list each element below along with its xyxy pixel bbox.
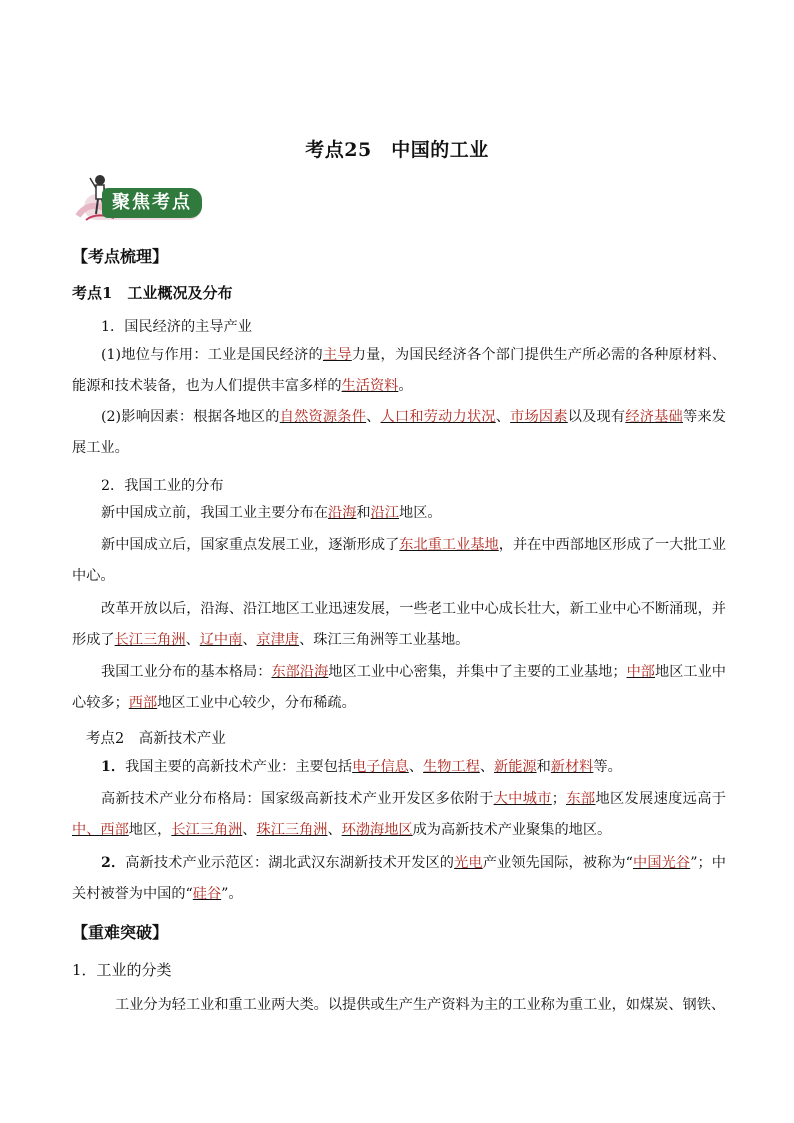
paragraph-9: 2．高新技术产业示范区：湖北武汉东湖新技术开发区的光电产业领先国际，被称为“中国光谷”；中关村被誉为中国的“硅谷”。 bbox=[72, 855, 726, 902]
item-heading-3: 1．工业的分类 bbox=[72, 961, 172, 979]
item-heading-1: 1．国民经济的主导产业 bbox=[101, 319, 252, 335]
paragraph-2: (2)影响因素：根据各地区的自然资源条件、人口和劳动力状况、市场因素以及现有经济基础等来发展工业。 bbox=[72, 409, 726, 456]
answer-blank: 辽中南 bbox=[199, 632, 243, 648]
answer-blank: 市场因素 bbox=[510, 409, 568, 425]
answer-blank: 东部沿海 bbox=[271, 664, 329, 680]
paragraph-10: 工业分为轻工业和重工业两大类。以提供或生产生产资料为主的工业称为重工业，如煤炭、钢铁、 bbox=[115, 997, 726, 1013]
answer-blank: 主导 bbox=[322, 347, 352, 363]
answer-blank: 经济基础 bbox=[625, 409, 683, 425]
focus-badge bbox=[72, 168, 206, 226]
answer-blank: 电子信息 bbox=[352, 759, 409, 775]
answer-blank: 大中城市 bbox=[493, 791, 552, 807]
answer-blank: 长江三角洲 bbox=[171, 822, 243, 838]
page-title: 考点25 中国的工业 bbox=[305, 139, 489, 161]
answer-blank: 环渤海地区 bbox=[341, 822, 413, 838]
answer-blank: 自然资源条件 bbox=[279, 409, 367, 425]
answer-blank: 中、西部 bbox=[72, 822, 129, 838]
answer-blank: 生物工程 bbox=[423, 759, 480, 775]
paragraph-4: 新中国成立后，国家重点发展工业，逐渐形成了东北重工业基地，并在中西部地区形成了一大批工业中心。 bbox=[72, 537, 726, 584]
answer-blank: 生活资料 bbox=[341, 378, 399, 394]
topic-heading-2: 考点2 高新技术产业 bbox=[86, 731, 226, 747]
badge-label: 聚焦考点 bbox=[102, 188, 202, 218]
answer-blank: 京津唐 bbox=[256, 632, 300, 648]
topic-heading-1: 考点1 工业概况及分布 bbox=[72, 284, 233, 302]
answer-blank: 新能源 bbox=[494, 759, 537, 775]
item-heading-2: 2．我国工业的分布 bbox=[101, 478, 224, 494]
answer-blank: 东部 bbox=[566, 791, 596, 807]
paragraph-3: 新中国成立前，我国工业主要分布在沿海和沿江地区。 bbox=[101, 505, 442, 521]
answer-blank: 东北重工业基地 bbox=[399, 537, 499, 553]
section-heading-difficulty: 【重难突破】 bbox=[72, 923, 169, 942]
paragraph-5: 改革开放以后，沿海、沿江地区工业迅速发展，一些老工业中心成长壮大，新工业中心不断涌现，并形成了长江三角洲、辽中南、京津唐、珠江三角洲等工业基地。 bbox=[72, 601, 726, 648]
answer-blank: 西部 bbox=[128, 695, 158, 711]
answer-blank: 沿海 bbox=[328, 505, 357, 521]
answer-blank: 新材料 bbox=[550, 759, 594, 775]
answer-blank: 硅谷 bbox=[192, 886, 222, 902]
answer-blank: 长江三角洲 bbox=[114, 632, 186, 648]
answer-blank: 中部 bbox=[626, 664, 655, 680]
answer-blank: 沿江 bbox=[370, 505, 399, 521]
paragraph-8: 高新技术产业分布格局：国家级高新技术产业开发区多依附于大中城市；东部地区发展速度远高于中、西部地区，长江三角洲、珠江三角洲、环渤海地区成为高新技术产业聚集的地区。 bbox=[72, 791, 726, 838]
paragraph-6: 我国工业分布的基本格局：东部沿海地区工业中心密集，并集中了主要的工业基地；中部地区工业中心较多；西部地区工业中心较少，分布稀疏。 bbox=[72, 664, 726, 711]
paragraph-1: (1)地位与作用：工业是国民经济的主导力量，为国民经济各个部门提供生产所必需的各种原材料、能源和技术装备，也为人们提供丰富多样的生活资料。 bbox=[72, 347, 726, 394]
answer-blank: 珠江三角洲 bbox=[256, 822, 328, 838]
section-heading-review: 【考点梳理】 bbox=[72, 247, 169, 266]
paragraph-7: 1．我国主要的高新技术产业：主要包括电子信息、生物工程、新能源和新材料等。 bbox=[101, 759, 622, 775]
answer-blank: 中国光谷 bbox=[632, 855, 691, 871]
answer-blank: 人口和劳动力状况 bbox=[380, 409, 496, 425]
answer-blank: 光电 bbox=[454, 855, 483, 871]
